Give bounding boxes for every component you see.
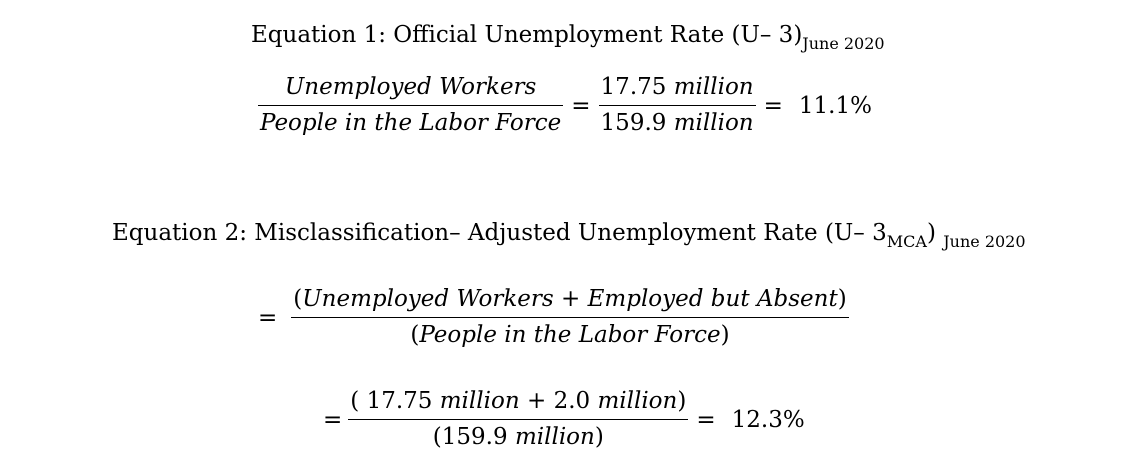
equation-1-title: [251, 22, 885, 53]
equation-1-value-denominator: 159.9 million: [600, 110, 754, 136]
equation-2-definition-fraction: [291, 288, 848, 347]
equation-1-value-fraction: [599, 76, 756, 135]
equation-2-values: [323, 390, 805, 449]
equation-1-formula: [258, 76, 872, 135]
equation-2-title-subscript-mca: MCA: [886, 232, 927, 251]
equation-1-denominator: People in the Labor Force: [260, 110, 562, 136]
equation-2-title-close: ): [926, 220, 936, 246]
equation-1-title-text: Equation 1: Official Unemployment Rate (U– 3): [251, 22, 803, 48]
equals-sign: =: [696, 406, 716, 433]
equation-2-definition: [258, 288, 849, 347]
equation-2-title: [112, 220, 1026, 251]
equation-2-denominator: (People in the Labor Force): [410, 322, 730, 348]
equals-sign: =: [763, 92, 783, 119]
equals-sign: =: [323, 406, 343, 433]
equation-2-value-numerator: ( 17.75 million + 2.0 million): [350, 388, 687, 414]
equation-2-value-fraction: [348, 390, 688, 449]
equation-1-numerator: Unemployed Workers: [284, 74, 537, 100]
equation-2-value-denominator: (159.9 million): [432, 424, 604, 450]
equation-1-value-numerator: 17.75 million: [600, 74, 754, 100]
equation-2-numerator: (Unemployed Workers + Employed but Absent): [293, 286, 847, 312]
equals-sign: =: [258, 304, 278, 331]
equation-2-title-subscript-date: June 2020: [943, 232, 1026, 251]
equation-1-result: 11.1%: [798, 92, 872, 119]
equals-sign: =: [571, 92, 591, 119]
equation-1-definition-fraction: [258, 76, 563, 135]
equation-2-title-text: Equation 2: Misclassification– Adjusted Unemployment Rate (U– 3: [112, 220, 887, 246]
equation-2-result: 12.3%: [731, 406, 805, 433]
equation-1-title-subscript: June 2020: [802, 34, 885, 53]
